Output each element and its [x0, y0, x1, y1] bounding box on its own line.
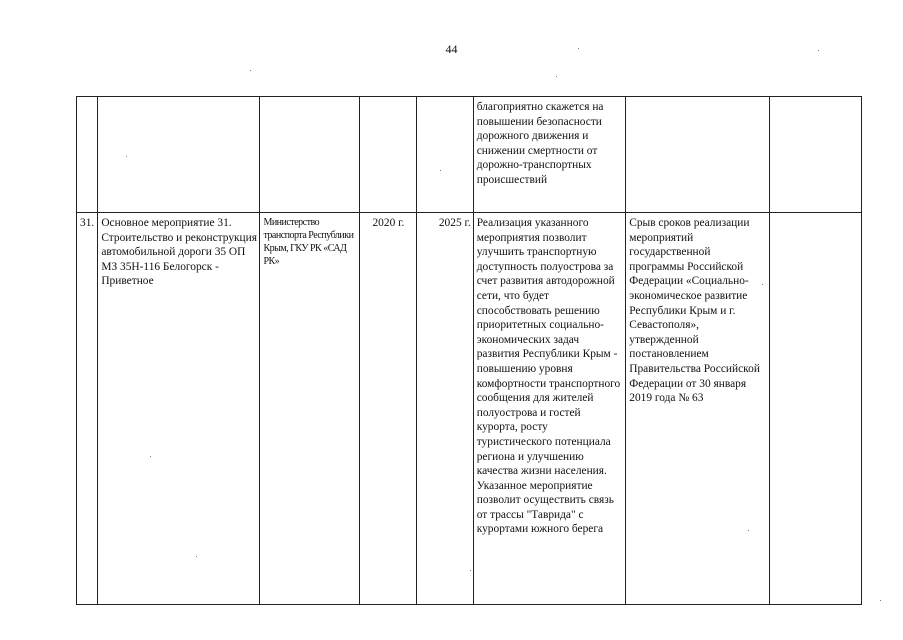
cell-risk: [626, 97, 770, 213]
table-row-31: [77, 213, 862, 605]
scan-speck: [748, 530, 749, 531]
scan-speck: [470, 570, 471, 571]
page-number: 44: [445, 42, 458, 56]
table-row-continuation: [77, 97, 862, 213]
cell-executor: Министерство транспорта Республики Крым, ГКУ РК «САД РК»: [260, 213, 359, 605]
cell-start: 2020 г.: [359, 213, 417, 605]
cell-start: [359, 97, 417, 213]
cell-link: [770, 97, 862, 213]
scan-speck: [762, 284, 763, 285]
cell-end: 2025 г.: [417, 213, 474, 605]
cell-link: [770, 213, 862, 605]
scan-speck: [556, 76, 557, 77]
cell-risk: Срыв сроков реализации мероприятий государственной программы Российской Федерации «Социально-экономическое развитие Республики Крым и г. Севастополя», утвержденной постановлением Правительства Российской Федерации от 30 января 2019 года № 63: [626, 213, 770, 605]
scan-speck: [440, 170, 441, 171]
scan-speck: [126, 156, 127, 157]
program-table: [76, 96, 862, 605]
cell-result: Реализация указанного мероприятия позволит улучшить транспортную доступность полуострова за счет развития автодорожной сети, что будет способствовать решению приоритетных социально-экономических задач развития Республики Крым - повышению уровня комфортности транспортного сообщения для жителей полуострова и гостей курорта, росту туристического потенциала региона и улучшению качества жизни населения. Указанное мероприятие позволит осуществить связь от трассы "Таврида" с курортами южного берега: [473, 213, 626, 605]
scan-speck: [818, 50, 819, 51]
scan-speck: [150, 456, 151, 457]
scan-speck: [196, 556, 197, 557]
cell-name: [98, 97, 260, 213]
cell-number: 31.: [77, 213, 98, 605]
cell-result: благоприятно скажется на повышении безопасности дорожного движения и снижении смертности от дорожно-транспортных происшествий: [473, 97, 626, 213]
scan-speck: [578, 48, 579, 49]
cell-number: [77, 97, 98, 213]
scan-speck: [880, 600, 881, 601]
cell-name: Основное мероприятие 31. Строительство и реконструкция автомобильной дороги 35 ОП МЗ 35Н-116 Белогорск - Приветное: [98, 213, 260, 605]
scan-speck: [250, 70, 251, 71]
cell-end: [417, 97, 474, 213]
cell-executor: [260, 97, 359, 213]
